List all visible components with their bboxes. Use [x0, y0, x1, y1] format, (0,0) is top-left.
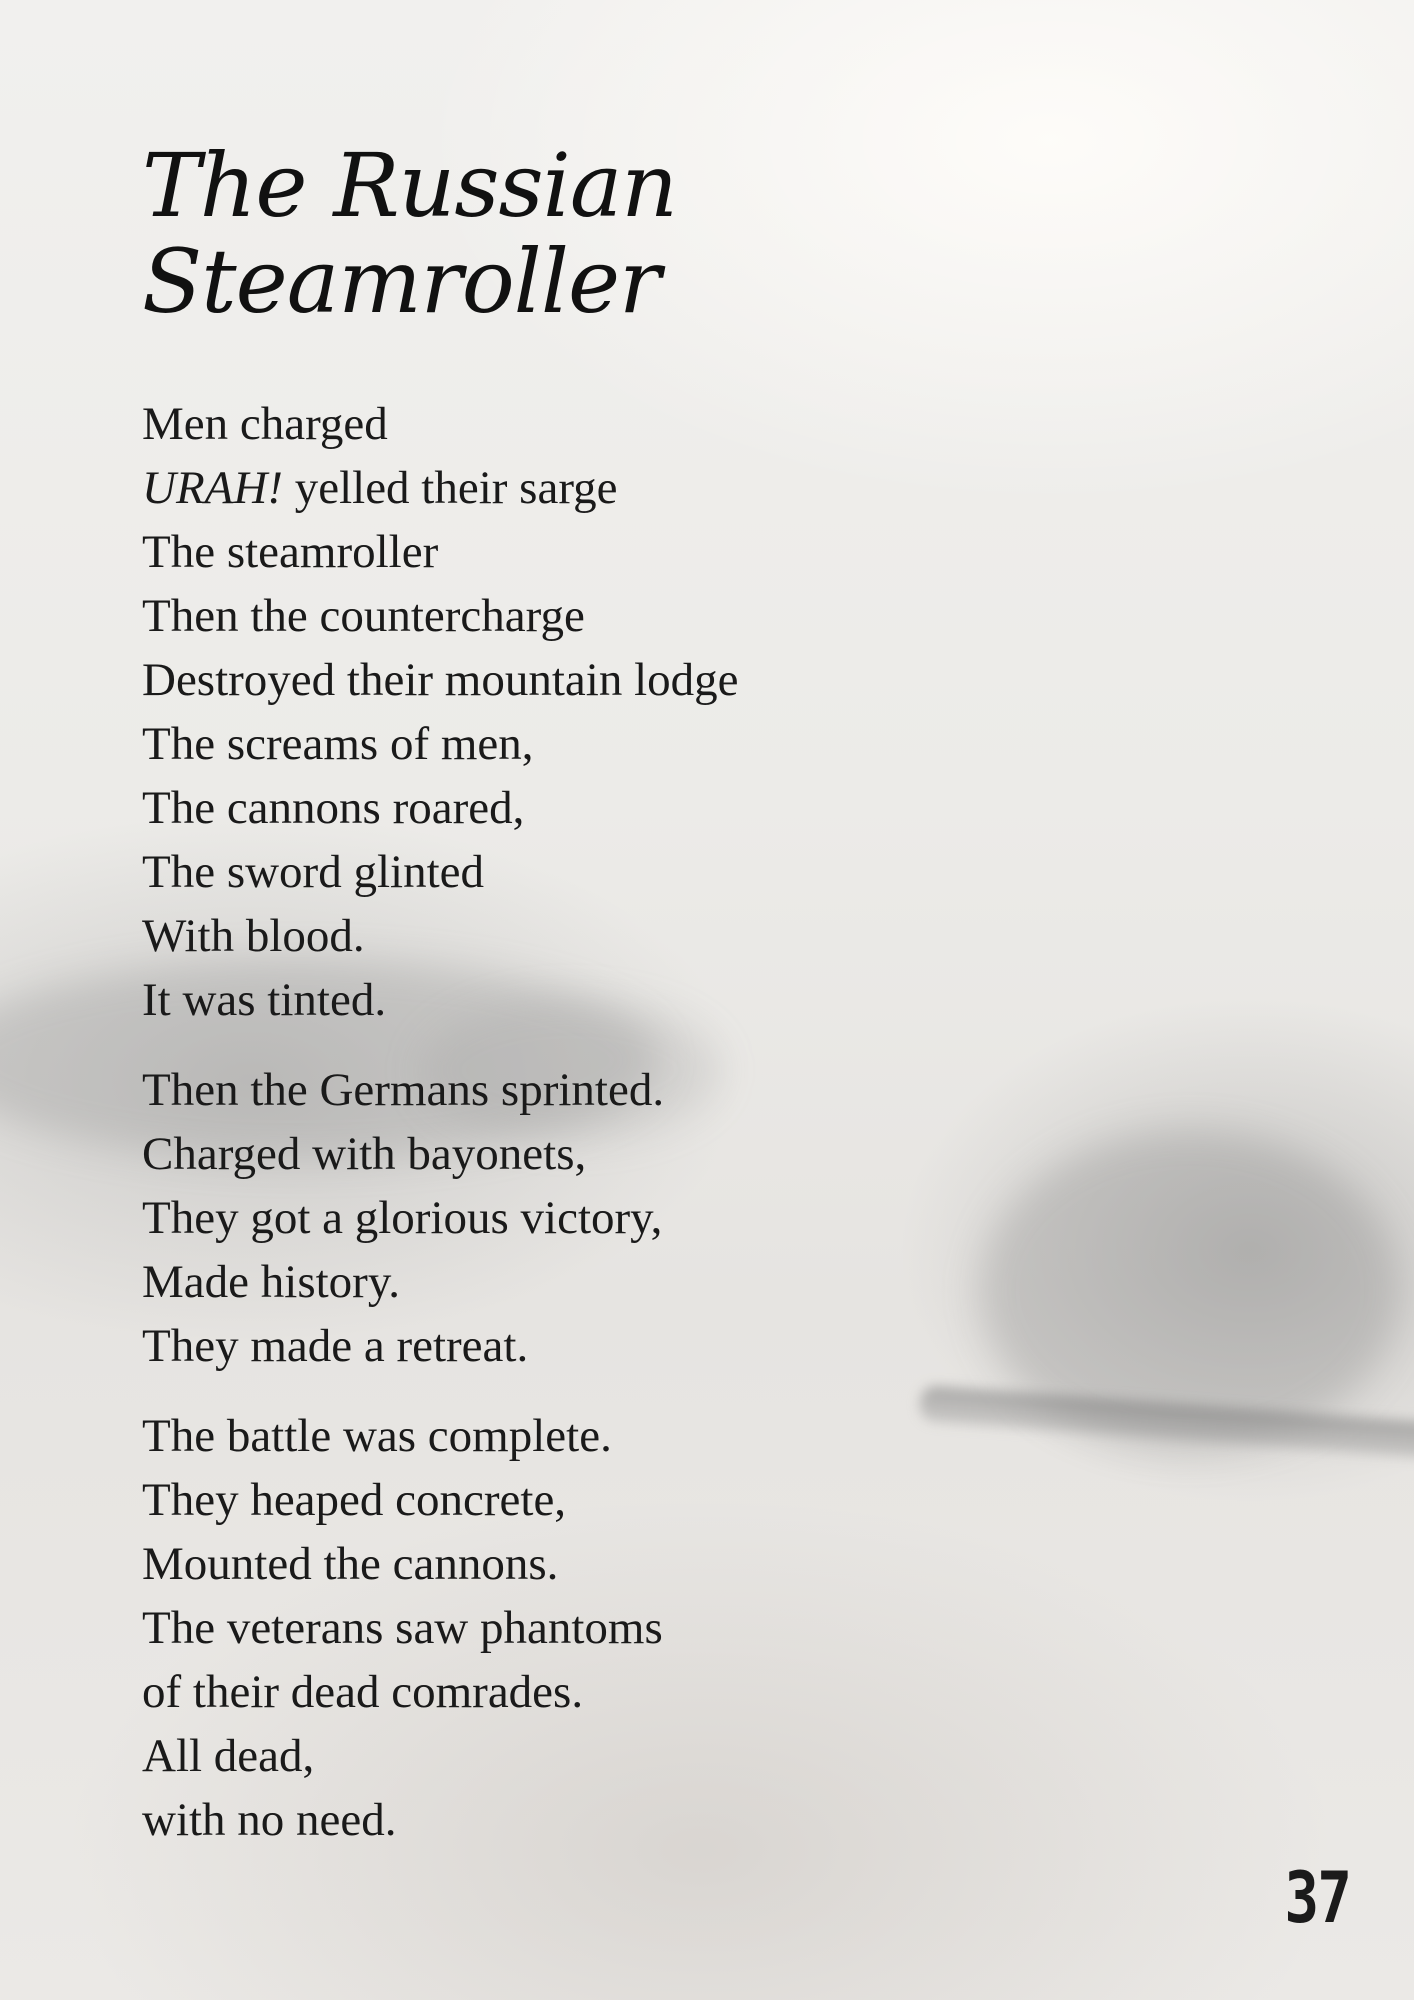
italic-exclamation: URAH!	[142, 462, 283, 514]
poem-line: All dead,	[142, 1730, 315, 1782]
poem-line: Then the countercharge	[142, 590, 585, 642]
poem-line: The battle was complete.	[142, 1410, 612, 1462]
poem-line: of their dead comrades.	[142, 1666, 584, 1718]
poem-line	[142, 456, 739, 520]
poem-line: with no need.	[142, 1794, 397, 1846]
background-cannon-barrel	[919, 1385, 1414, 1462]
stanza-3	[142, 1404, 739, 1852]
poem-line: Mounted the cannons.	[142, 1538, 559, 1590]
poem-line: Made history.	[142, 1256, 401, 1308]
poem-line: Charged with bayonets,	[142, 1128, 587, 1180]
stanza-1	[142, 392, 739, 1032]
poem-line-text: yelled their sarge	[294, 462, 618, 514]
poem-line: The veterans saw phantoms	[142, 1602, 663, 1654]
poem-line: Destroyed their mountain lodge	[142, 654, 739, 706]
poem-line: They heaped concrete,	[142, 1474, 567, 1526]
poem-line: With blood.	[142, 910, 365, 962]
poem-line: Men charged	[142, 398, 388, 450]
page-number: 37	[1284, 1857, 1350, 1939]
poem-line: Then the Germans sprinted.	[142, 1064, 665, 1116]
poem-line: They got a glorious victory,	[142, 1192, 663, 1244]
poem-line: The steamroller	[142, 526, 439, 578]
stanza-2	[142, 1058, 739, 1378]
poem-line: The screams of men,	[142, 718, 534, 770]
poem-line: The sword glinted	[142, 846, 484, 898]
poem-line: The cannons roared,	[142, 782, 525, 834]
title-line-2: Steamroller	[142, 230, 661, 333]
poem-line: It was tinted.	[142, 974, 387, 1026]
poem-title	[142, 134, 677, 333]
poem-line: They made a retreat.	[142, 1320, 529, 1372]
title-line-1: The Russian	[142, 134, 677, 237]
poem-body	[142, 392, 739, 1878]
